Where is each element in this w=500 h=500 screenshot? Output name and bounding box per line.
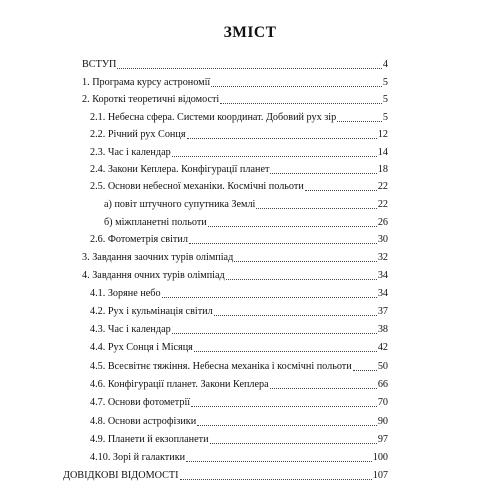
toc-entry-label: 4.7. Основи фотометрії [90, 397, 191, 408]
toc-entry-label: 4.5. Всесвітнє тяжіння. Небесна механіка і космічні польоти [90, 361, 352, 372]
toc-entry [90, 323, 388, 337]
toc-entry-page-number: 34 [377, 288, 388, 299]
toc-entry-label: б) міжпланетні польоти [104, 217, 207, 228]
dot-leader [162, 297, 377, 298]
toc-entry [90, 305, 388, 319]
toc-entry-page-number: 32 [377, 252, 388, 263]
toc-entry-label: 4.9. Планети й екзопланети [90, 434, 209, 445]
toc-entry-page-number: 22 [377, 181, 388, 192]
dot-leader [270, 388, 377, 389]
toc-entry [90, 415, 388, 429]
toc-entry-page-number: 18 [377, 164, 388, 175]
toc-entry [90, 360, 388, 374]
toc-entry [82, 93, 388, 107]
toc-entry-label: 4. Завдання очних турів олімпіад [82, 270, 225, 281]
toc-entry [90, 111, 388, 125]
toc-entry-label: 4.3. Час і календар [90, 324, 171, 335]
dot-leader [353, 370, 377, 371]
toc-entry-page-number: 90 [377, 416, 388, 427]
toc-entry-label: 2.5. Основи небесної механіки. Космічні польоти [90, 181, 304, 192]
toc-entry [82, 58, 388, 72]
toc-entry-label: 4.2. Рух і кульмінація світил [90, 306, 213, 317]
toc-entry-page-number: 37 [377, 306, 388, 317]
toc-entry-label: ДОВІДКОВІ ВІДОМОСТІ [63, 470, 179, 481]
toc-entry-page-number: 5 [382, 94, 388, 105]
toc-entry-label: а) повіт штучного супутника Землі [104, 199, 256, 210]
toc-entry-label: 4.1. Зоряне небо [90, 288, 161, 299]
dot-leader [270, 173, 376, 174]
dot-leader [211, 86, 382, 87]
toc-entry [90, 146, 388, 160]
toc-entry-page-number: 38 [377, 324, 388, 335]
toc-entry-label: 2.1. Небесна сфера. Системи координат. Добовий рух зір [90, 112, 337, 123]
toc-entry-page-number: 30 [377, 234, 388, 245]
toc-entry-page-number: 5 [382, 77, 388, 88]
dot-leader [214, 315, 377, 316]
toc-entry [104, 198, 388, 212]
dot-leader [220, 103, 382, 104]
toc-entry-page-number: 5 [382, 112, 388, 123]
dot-leader [234, 261, 377, 262]
dot-leader [191, 406, 377, 407]
toc-entry-page-number: 107 [372, 470, 388, 481]
toc-entry [90, 180, 388, 194]
toc-entry-label: 2.6. Фотометрія світил [90, 234, 188, 245]
dot-leader [186, 461, 372, 462]
toc-entry-page-number: 42 [377, 342, 388, 353]
toc-entry-page-number: 26 [377, 217, 388, 228]
toc-entry-page-number: 22 [377, 199, 388, 210]
toc-entry [82, 76, 388, 90]
toc-entry [90, 163, 388, 177]
toc-entry-page-number: 14 [377, 147, 388, 158]
toc-entry-page-number: 12 [377, 129, 388, 140]
toc-entry-label: 2.4. Закони Кеплера. Конфігурації планет [90, 164, 270, 175]
toc-entry-label: 4.8. Основи астрофізики [90, 416, 197, 427]
toc-entry [90, 233, 388, 247]
toc-entry [90, 396, 388, 410]
toc-entry-label: 1. Програма курсу астрономії [82, 77, 211, 88]
toc-entry-page-number: 97 [377, 434, 388, 445]
toc-entry-label: ВСТУП [82, 59, 117, 70]
dot-leader [256, 208, 376, 209]
dot-leader [337, 121, 382, 122]
dot-leader [187, 138, 377, 139]
page-title: ЗМІСТ [223, 24, 277, 41]
toc-entry-label: 2.2. Річний рух Сонця [90, 129, 186, 140]
toc-entry-page-number: 66 [377, 379, 388, 390]
dot-leader [208, 226, 377, 227]
toc-entry-label: 2.3. Час і календар [90, 147, 171, 158]
toc-entry [82, 269, 388, 283]
dot-leader [189, 243, 377, 244]
dot-leader [172, 333, 377, 334]
toc-entry-page-number: 70 [377, 397, 388, 408]
toc-entry-page-number: 50 [377, 361, 388, 372]
dot-leader [226, 279, 377, 280]
toc-entry-label: 4.6. Конфігурації планет. Закони Кеплера [90, 379, 269, 390]
toc-entry-page-number: 4 [382, 59, 388, 70]
dot-leader [180, 479, 372, 480]
toc-entry [82, 251, 388, 265]
toc-entry [63, 469, 388, 483]
toc-entry [90, 378, 388, 392]
toc-entry-page-number: 34 [377, 270, 388, 281]
toc-entry [104, 216, 388, 230]
dot-leader [210, 443, 377, 444]
toc-entry [90, 433, 388, 447]
toc-entry-label: 4.4. Рух Сонця і Місяця [90, 342, 193, 353]
dot-leader [305, 190, 377, 191]
dot-leader [197, 425, 377, 426]
toc-entry [90, 341, 388, 355]
toc-entry-page-number: 100 [372, 452, 388, 463]
toc-entry [90, 451, 388, 465]
toc-entry-label: 3. Завдання заочних турів олімпіад [82, 252, 234, 263]
dot-leader [117, 68, 382, 69]
toc-entry-label: 4.10. Зорі й галактики [90, 452, 186, 463]
dot-leader [194, 351, 377, 352]
dot-leader [172, 156, 377, 157]
toc-entry [90, 128, 388, 142]
toc-entry [90, 287, 388, 301]
toc-entry-label: 2. Короткі теоретичні відомості [82, 94, 220, 105]
